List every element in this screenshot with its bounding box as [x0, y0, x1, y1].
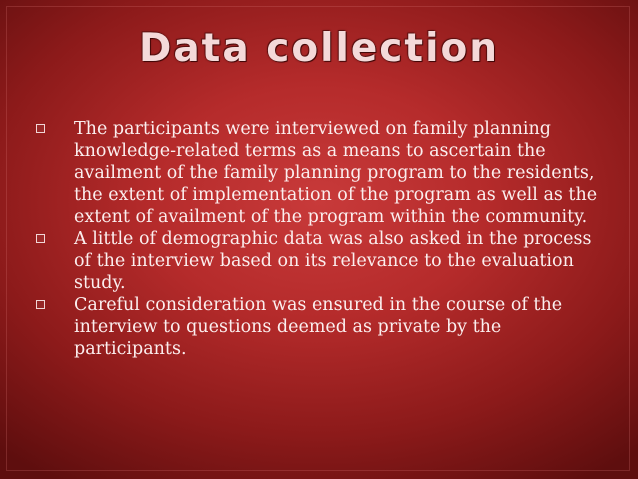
bullet-list	[36, 118, 606, 360]
bullet-text-2: A little of demographic data was also asked in the process of the interview based on its relevance to the evaluation study.	[74, 229, 592, 293]
bullet-item-2	[36, 228, 606, 294]
slide-title: Data collection	[138, 26, 499, 71]
bullet-text-3: Careful consideration was ensured in the course of the interview to questions deemed as private by the participants.	[74, 295, 563, 359]
bullet-item-3	[36, 294, 606, 360]
bullet-text-1: The participants were interviewed on family planning knowledge-related terms as a means to ascertain the availment of the family planning program to the residents, the extent of implementation of the program as well as the extent of availment of the program within the community.	[74, 119, 598, 227]
bullet-item-1	[36, 118, 606, 228]
square-bullet-icon	[36, 300, 45, 309]
square-bullet-icon	[36, 234, 45, 243]
square-bullet-icon	[36, 124, 45, 133]
